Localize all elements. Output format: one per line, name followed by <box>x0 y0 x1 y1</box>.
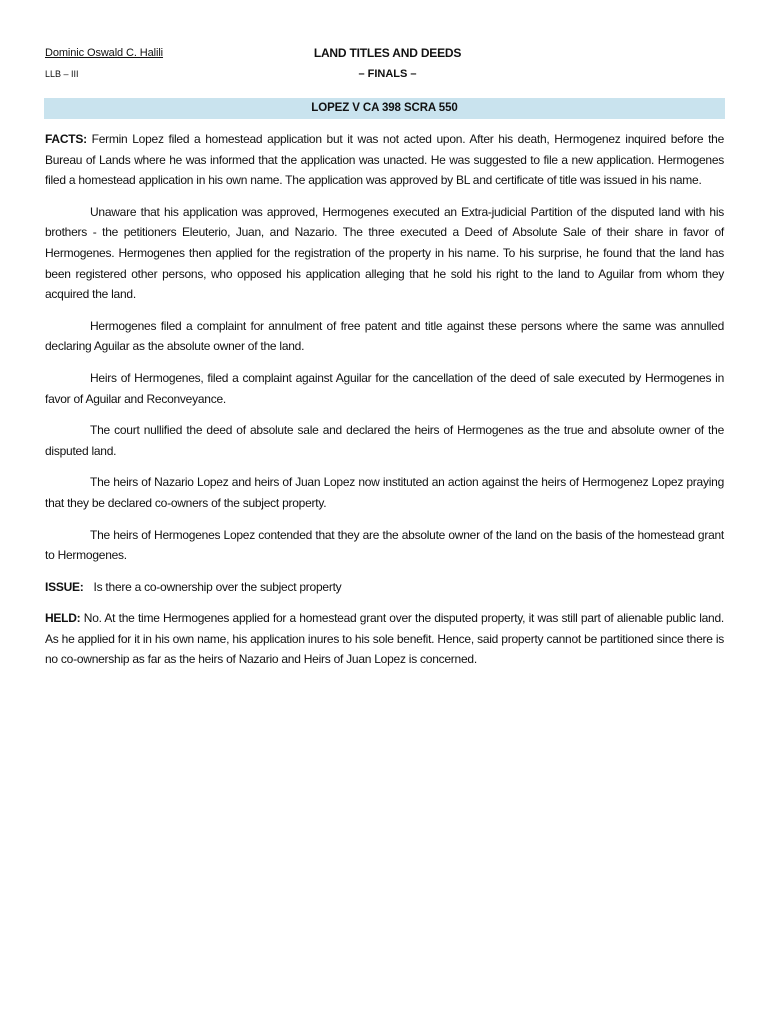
facts-paragraph-5: The court nullified the deed of absolute sale and declared the heirs of Hermogenes as the true and absolute owner of the disputed land. <box>45 423 724 458</box>
held-label: HELD: <box>45 611 81 626</box>
facts-paragraph-4: Heirs of Hermogenes, filed a complaint against Aguilar for the cancellation of the deed of sale executed by Hermogenes in favor of Aguilar and Reconveyance. <box>45 370 724 406</box>
author-name: Dominic Oswald C. Halili <box>45 47 164 59</box>
facts-label: FACTS: <box>45 132 87 146</box>
issue-text: Is there a co-ownership over the subject property <box>93 579 342 594</box>
issue-paragraph <box>45 577 724 598</box>
issue-label: ISSUE: <box>45 579 84 594</box>
facts-text: Fermin Lopez filed a homestead application but it was not acted upon. After his death, Hermogenez inquired before the Bureau of Lands where he was informed that the application was unacted. He was suggested to file a new application. Hermogenes filed a homestead application in his own name. The application was approved by BL and certificate of title was issued in his name. <box>45 132 724 188</box>
facts-paragraph <box>45 129 724 191</box>
term-label: – FINALS – <box>358 68 417 80</box>
facts-paragraph-2: Unaware that his application was approved, Hermogenes executed an Extra-judicial Partition of the disputed land with his brothers - the petitioners Eleuterio, Juan, and Nazario. The three executed a Deed of Absolute Sale of their share in favor of Hermogenes. Hermogenes then applied for the registration of the property in his name. To his surprise, he found that the land has been registered other persons, who opposed his application alleging that he sold his right to the land to Aguilar from whom they acquired the land. <box>45 204 724 302</box>
held-paragraph <box>45 608 724 670</box>
facts-paragraph-7: The heirs of Hermogenes Lopez contended that they are the absolute owner of the land on the basis of the homestead grant to Hermogenes. <box>45 527 724 563</box>
subject-title: LAND TITLES AND DEEDS <box>313 46 462 60</box>
facts-paragraph-3: Hermogenes filed a complaint for annulment of free patent and title against these persons where the same was annulled declaring Aguilar as the absolute owner of the land. <box>45 318 724 354</box>
document-body <box>45 129 724 681</box>
held-text: No. At the time Hermogenes applied for a homestead grant over the disputed property, it was still part of alienable public land. As he applied for it in his own name, his application inures to his sole benefit. Hence, said property cannot be partitioned since there is no co-ownership as far as the heirs of Nazario and Heirs of Juan Lopez is concerned. <box>45 611 724 667</box>
facts-paragraph-6: The heirs of Nazario Lopez and heirs of Juan Lopez now instituted an action against the heirs of Hermogenez Lopez praying that they be declared co-owners of the subject property. <box>45 475 724 510</box>
case-title: LOPEZ V CA 398 SCRA 550 <box>311 102 458 114</box>
case-title-bar <box>44 98 725 119</box>
year-level: LLB – III <box>45 69 79 79</box>
